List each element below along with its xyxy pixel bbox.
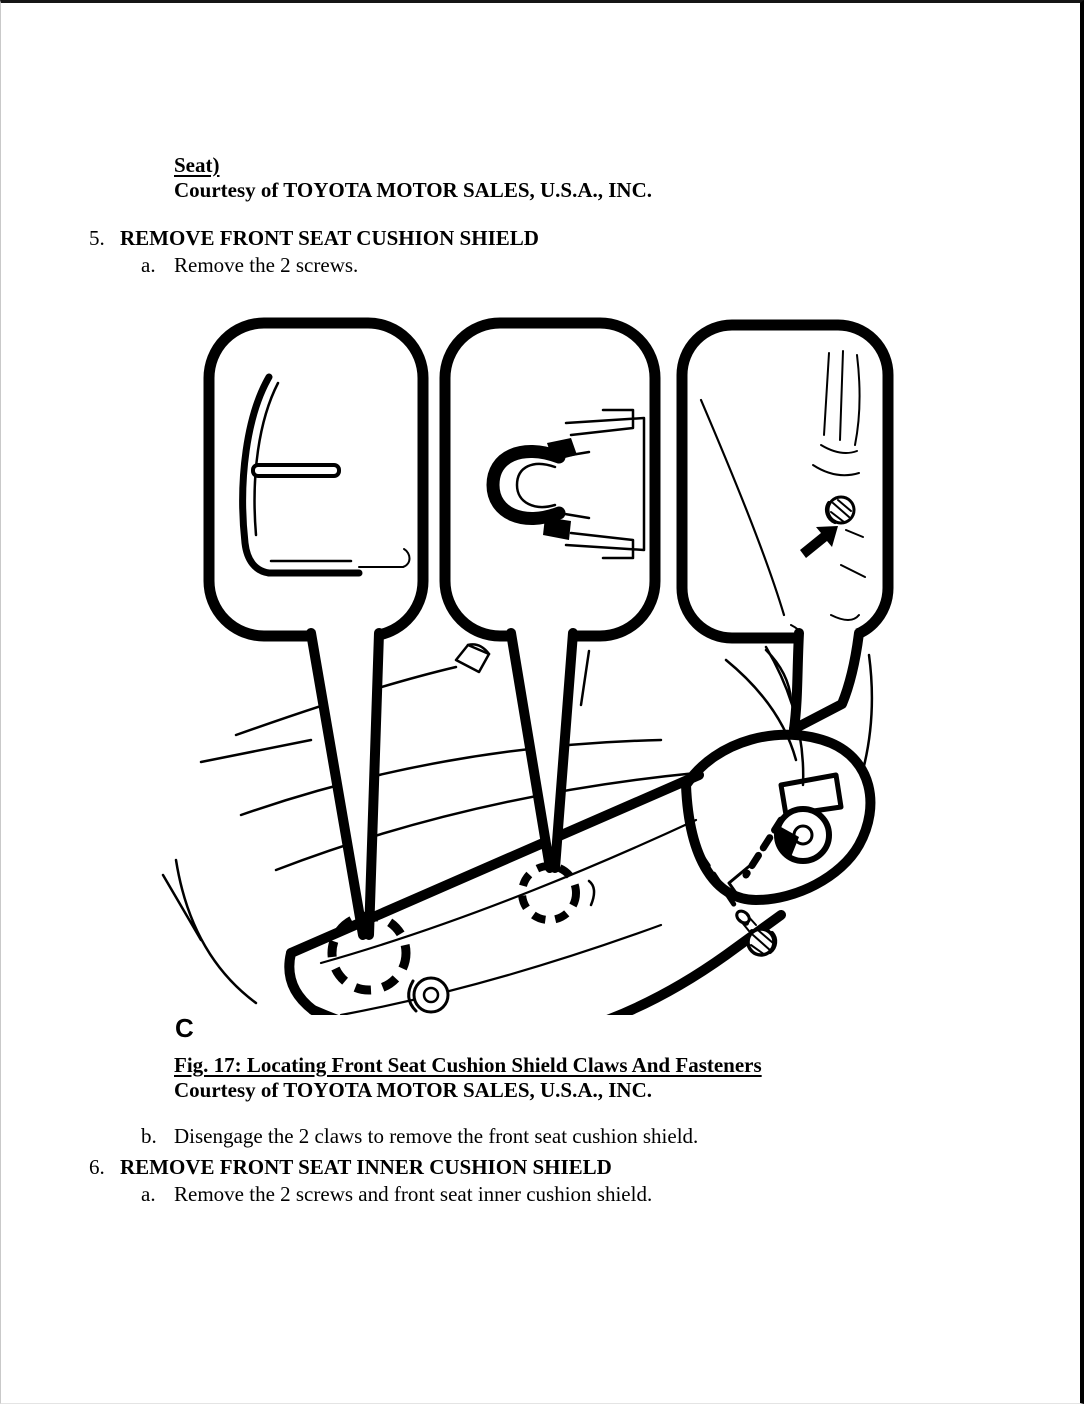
- step-5a-text: Remove the 2 screws.: [174, 253, 359, 277]
- step-6a-letter: a.: [141, 1182, 156, 1206]
- step-6-number: 6.: [89, 1155, 105, 1179]
- step-5-title: REMOVE FRONT SEAT CUSHION SHIELD: [120, 226, 539, 250]
- step-5-number: 5.: [89, 226, 105, 250]
- figure-panel-label: C: [175, 1013, 195, 1043]
- headrest-post: [456, 644, 489, 672]
- figure-reference-continuation: Seat): [174, 153, 220, 177]
- callout-balloon-screw-location: [682, 325, 888, 660]
- figure-illustration: [141, 315, 901, 1015]
- callout-balloon-clip-detail: [445, 323, 655, 636]
- step-6-title: REMOVE FRONT SEAT INNER CUSHION SHIELD: [120, 1155, 612, 1179]
- caster-wheel: [409, 978, 448, 1012]
- step-5a-letter: a.: [141, 253, 156, 277]
- callout-balloon-claw-profile: [209, 323, 423, 636]
- step-5b-letter: b.: [141, 1124, 157, 1148]
- courtesy-line-top: Courtesy of TOYOTA MOTOR SALES, U.S.A., INC.: [174, 178, 653, 202]
- step-6a-text: Remove the 2 screws and front seat inner cushion shield.: [174, 1182, 653, 1206]
- step-5b-text: Disengage the 2 claws to remove the front seat cushion shield.: [174, 1124, 699, 1148]
- figure-caption: Fig. 17: Locating Front Seat Cushion Shield Claws And Fasteners: [174, 1053, 762, 1077]
- screw-head-detail: [827, 497, 854, 523]
- courtesy-line-figure: Courtesy of TOYOTA MOTOR SALES, U.S.A., INC.: [174, 1078, 653, 1102]
